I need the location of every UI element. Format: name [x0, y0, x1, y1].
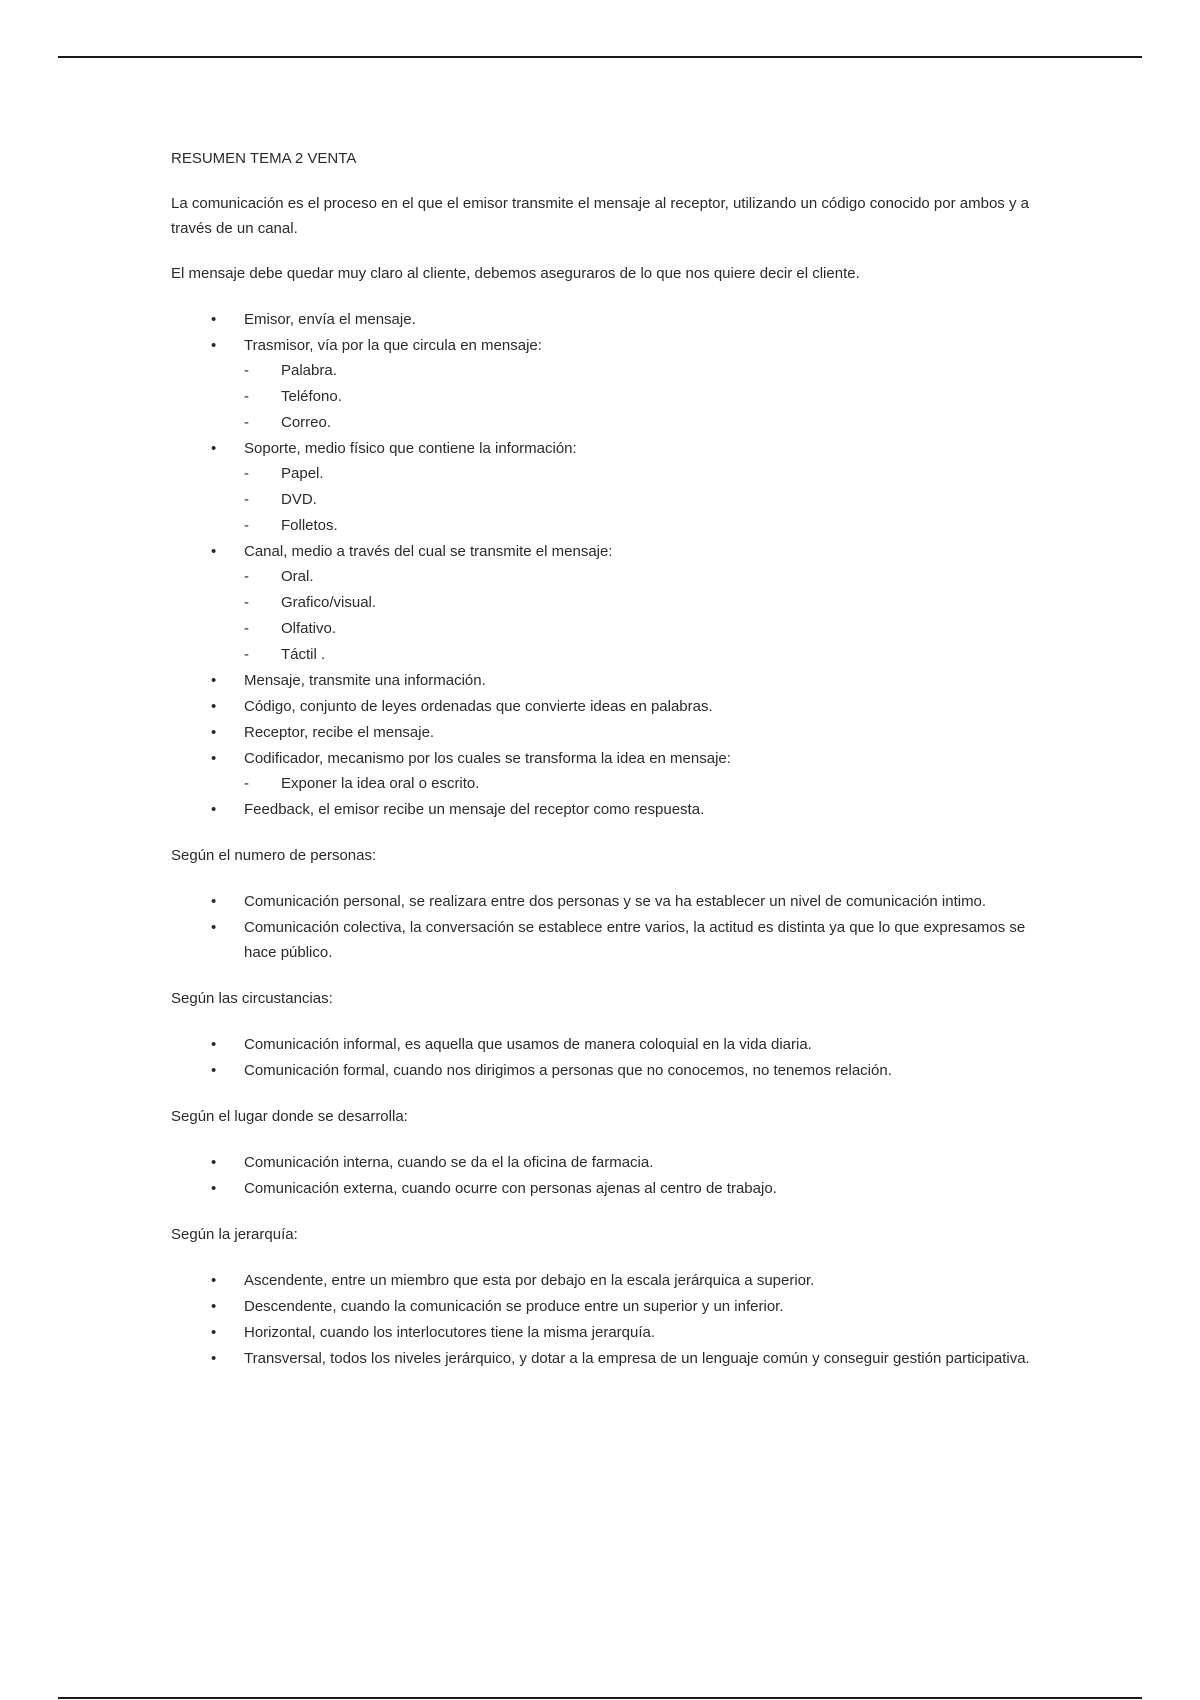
dash-icon: -: [244, 568, 249, 585]
bullet-icon: •: [211, 1350, 217, 1367]
bullet-icon: •: [211, 698, 217, 715]
sub-list: [244, 564, 1031, 667]
bullet-icon: •: [211, 543, 217, 560]
list-item: [171, 539, 1031, 667]
list-item: [171, 1150, 1031, 1175]
section-list: [171, 889, 1031, 965]
bullet-icon: •: [211, 750, 217, 767]
dash-icon: -: [244, 362, 249, 379]
bullet-icon: •: [211, 337, 217, 354]
list-item: [171, 668, 1031, 693]
list-item-text: Comunicación interna, cuando se da el la oficina de farmacia.: [244, 1154, 654, 1171]
list-item: [171, 1032, 1031, 1057]
list-item-text: Comunicación colectiva, la conversación se establece entre varios, la actitud es distinta ya que lo que expresamos se hace público.: [244, 919, 1026, 961]
dash-icon: -: [244, 414, 249, 431]
communication-elements-list: [171, 307, 1031, 822]
bullet-icon: •: [211, 919, 217, 936]
section-heading: Según las circustancias:: [171, 990, 333, 1007]
sub-list-item-text: Exponer la idea oral o escrito.: [281, 775, 480, 792]
sub-list-item-text: Correo.: [281, 414, 332, 431]
bullet-icon: •: [211, 1298, 217, 1315]
dash-icon: -: [244, 491, 249, 508]
list-item-text: Trasmisor, vía por la que circula en mensaje:: [244, 337, 542, 354]
list-item-text: Feedback, el emisor recibe un mensaje del receptor como respuesta.: [244, 801, 705, 818]
sub-list-item-text: Olfativo.: [281, 620, 337, 637]
bottom-rule: [58, 1697, 1142, 1699]
bullet-icon: •: [211, 440, 217, 457]
dash-icon: -: [244, 646, 249, 663]
list-item-text: Mensaje, transmite una información.: [244, 672, 486, 689]
sub-list-item: [244, 642, 1031, 667]
bullet-icon: •: [211, 1272, 217, 1289]
list-item: [171, 797, 1031, 822]
list-item-text: Codificador, mecanismo por los cuales se transforma la idea en mensaje:: [244, 750, 731, 767]
list-item-text: Código, conjunto de leyes ordenadas que convierte ideas en palabras.: [244, 698, 713, 715]
section-heading: Según el numero de personas:: [171, 847, 377, 864]
sub-list-item: [244, 410, 1031, 435]
sub-list-item-text: Folletos.: [281, 517, 338, 534]
dash-icon: -: [244, 388, 249, 405]
list-item-text: Canal, medio a través del cual se transmite el mensaje:: [244, 543, 613, 560]
list-item: [171, 889, 1031, 914]
bullet-icon: •: [211, 311, 217, 328]
list-item: [171, 720, 1031, 745]
bullet-icon: •: [211, 1324, 217, 1341]
dash-icon: -: [244, 594, 249, 611]
list-item: [171, 1320, 1031, 1345]
document-body: [171, 146, 1031, 1392]
sub-list-item-text: Oral.: [281, 568, 314, 585]
bullet-icon: •: [211, 801, 217, 818]
sub-list-item: [244, 384, 1031, 409]
list-item: [171, 436, 1031, 538]
dash-icon: -: [244, 620, 249, 637]
section-heading: Según el lugar donde se desarrolla:: [171, 1108, 408, 1125]
list-item-text: Comunicación externa, cuando ocurre con personas ajenas al centro de trabajo.: [244, 1180, 777, 1197]
list-item-text: Soporte, medio físico que contiene la información:: [244, 440, 577, 457]
document-title: RESUMEN TEMA 2 VENTA: [171, 150, 357, 167]
sub-list-item-text: Palabra.: [281, 362, 337, 379]
dash-icon: -: [244, 465, 249, 482]
list-item-text: Comunicación informal, es aquella que usamos de manera coloquial en la vida diaria.: [244, 1036, 812, 1053]
section-heading: Según la jerarquía:: [171, 1226, 298, 1243]
list-item: [171, 307, 1031, 332]
section-list: [171, 1150, 1031, 1201]
list-item: [171, 1268, 1031, 1293]
list-item: [171, 694, 1031, 719]
sub-list-item: [244, 513, 1031, 538]
list-item-text: Descendente, cuando la comunicación se produce entre un superior y un inferior.: [244, 1298, 784, 1315]
list-item: [171, 1058, 1031, 1083]
top-rule: [58, 56, 1142, 58]
bullet-icon: •: [211, 724, 217, 741]
list-item-text: Receptor, recibe el mensaje.: [244, 724, 435, 741]
bullet-icon: •: [211, 1154, 217, 1171]
sub-list-item-text: Papel.: [281, 465, 324, 482]
list-item: [171, 915, 1031, 965]
sub-list: [244, 358, 1031, 435]
bullet-icon: •: [211, 672, 217, 689]
sub-list-item-text: Teléfono.: [281, 388, 342, 405]
list-item-text: Comunicación formal, cuando nos dirigimos a personas que no conocemos, no tenemos relación.: [244, 1062, 892, 1079]
bullet-icon: •: [211, 893, 217, 910]
list-item-text: Ascendente, entre un miembro que esta por debajo en la escala jerárquica a superior.: [244, 1272, 815, 1289]
sub-list-item: [244, 616, 1031, 641]
sub-list-item-text: Grafico/visual.: [281, 594, 377, 611]
list-item: [171, 1346, 1031, 1371]
dash-icon: -: [244, 775, 249, 792]
intro-paragraph: El mensaje debe quedar muy claro al cliente, debemos aseguraros de lo que nos quiere decir el cliente.: [171, 265, 860, 282]
sub-list-item: [244, 771, 1031, 796]
list-item: [171, 1294, 1031, 1319]
bullet-icon: •: [211, 1180, 217, 1197]
sub-list-item: [244, 487, 1031, 512]
bullet-icon: •: [211, 1062, 217, 1079]
sub-list-item: [244, 358, 1031, 383]
list-item-text: Transversal, todos los niveles jerárquico, y dotar a la empresa de un lenguaje común y conseguir gestión participativa.: [244, 1350, 1030, 1367]
list-item-text: Comunicación personal, se realizara entre dos personas y se va ha establecer un nivel de comunicación intimo.: [244, 893, 987, 910]
sub-list-item-text: DVD.: [281, 491, 317, 508]
list-item-text: Emisor, envía el mensaje.: [244, 311, 416, 328]
section-list: [171, 1268, 1031, 1371]
list-item: [171, 746, 1031, 796]
intro-paragraph: La comunicación es el proceso en el que el emisor transmite el mensaje al receptor, utilizando un código conocido por ambos y a través de un canal.: [171, 195, 1029, 237]
section-list: [171, 1032, 1031, 1083]
dash-icon: -: [244, 517, 249, 534]
sub-list-item: [244, 590, 1031, 615]
sub-list: [244, 461, 1031, 538]
sub-list-item-text: Táctil .: [281, 646, 326, 663]
list-item: [171, 1176, 1031, 1201]
sub-list-item: [244, 564, 1031, 589]
list-item: [171, 333, 1031, 435]
sub-list: [244, 771, 1031, 796]
bullet-icon: •: [211, 1036, 217, 1053]
list-item-text: Horizontal, cuando los interlocutores tiene la misma jerarquía.: [244, 1324, 656, 1341]
sub-list-item: [244, 461, 1031, 486]
